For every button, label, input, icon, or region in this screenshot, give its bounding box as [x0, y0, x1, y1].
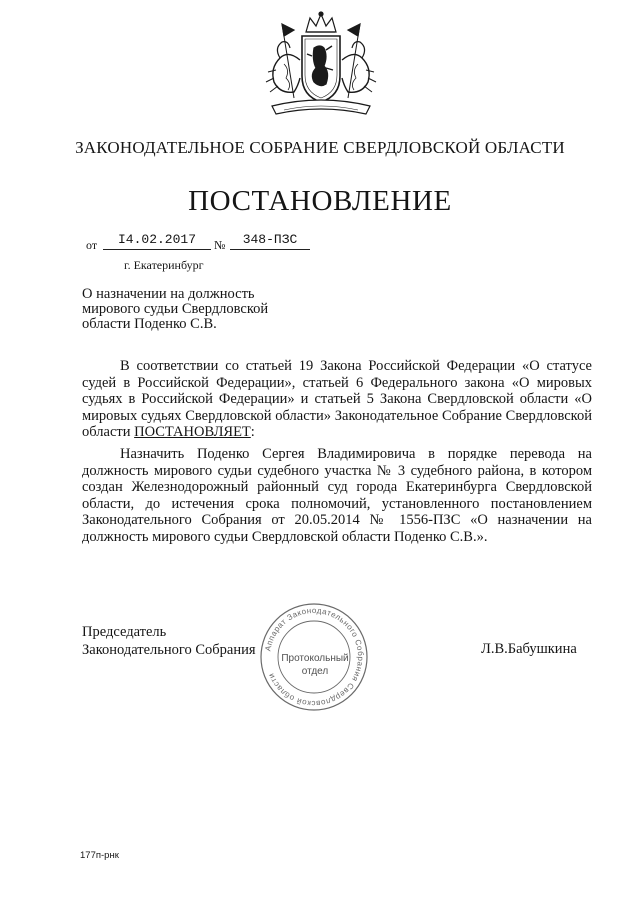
stamp-inner-line: Протокольный — [281, 653, 349, 664]
subject-line: области Поденко С.В. — [82, 316, 217, 332]
decree-word: ПОСТАНОВЛЯЕТ — [134, 424, 251, 441]
position-line: Законодательного Собрания — [82, 642, 256, 658]
document-title: ПОСТАНОВЛЕНИЕ — [188, 185, 452, 217]
coat-of-arms-icon — [254, 10, 388, 122]
paragraph-preamble — [82, 358, 592, 441]
organization-name: ЗАКОНОДАТЕЛЬНОЕ СОБРАНИЕ СВЕРДЛОВСКОЙ ОБЛАСТИ — [75, 138, 565, 157]
signatory-name: Л.В.Бабушкина — [481, 641, 577, 657]
date-label: от — [86, 238, 98, 252]
subject — [82, 287, 312, 332]
preamble-text: В соответствии со статьей 19 Закона Российской Федерации «О статусе судей в Российской Федерации», статьей 6 Федерального закона «О мировых судьях в Российской Федерации» и статьей 5 Закона Свердловской области «О мировых судьях Свердловской области» Законодательное Собрание Свердловской области — [82, 358, 592, 441]
subject-line: О назначении на должность — [82, 286, 255, 302]
city: г. Екатеринбург — [124, 258, 204, 272]
number-value: 348-ПЗС — [230, 232, 310, 250]
stamp-inner-text — [271, 652, 359, 678]
subject-line: мирового судьи Свердловской — [82, 301, 269, 317]
paragraph-resolution: Назначить Поденко Сергея Владимировича в порядке перевода на должность мирового судьи судебного участка № 3 судебного района, в котором создан Железнодорожный районный суд города Екатеринбурга Свердловской области, до истечения срока полномочий, установленного постановлением Законодательного Собрания от 20.05.2014 № 1556-ПЗС «О назначении на должность мирового судьи Свердловской области Поденко С.В.». — [82, 446, 592, 545]
stamp-inner-line: отдел — [301, 666, 329, 677]
stamp-outer-text: Аппарат Законодательного Собрания Свердловской области — [263, 605, 366, 709]
document-meta — [86, 232, 326, 252]
date-value: I4.02.2017 — [103, 232, 211, 250]
signatory-position — [82, 623, 256, 659]
position-line: Председатель — [82, 624, 167, 640]
footer-code: 177п-рнк — [80, 850, 119, 861]
preamble-end: : — [250, 424, 255, 441]
number-label: № — [214, 238, 226, 252]
